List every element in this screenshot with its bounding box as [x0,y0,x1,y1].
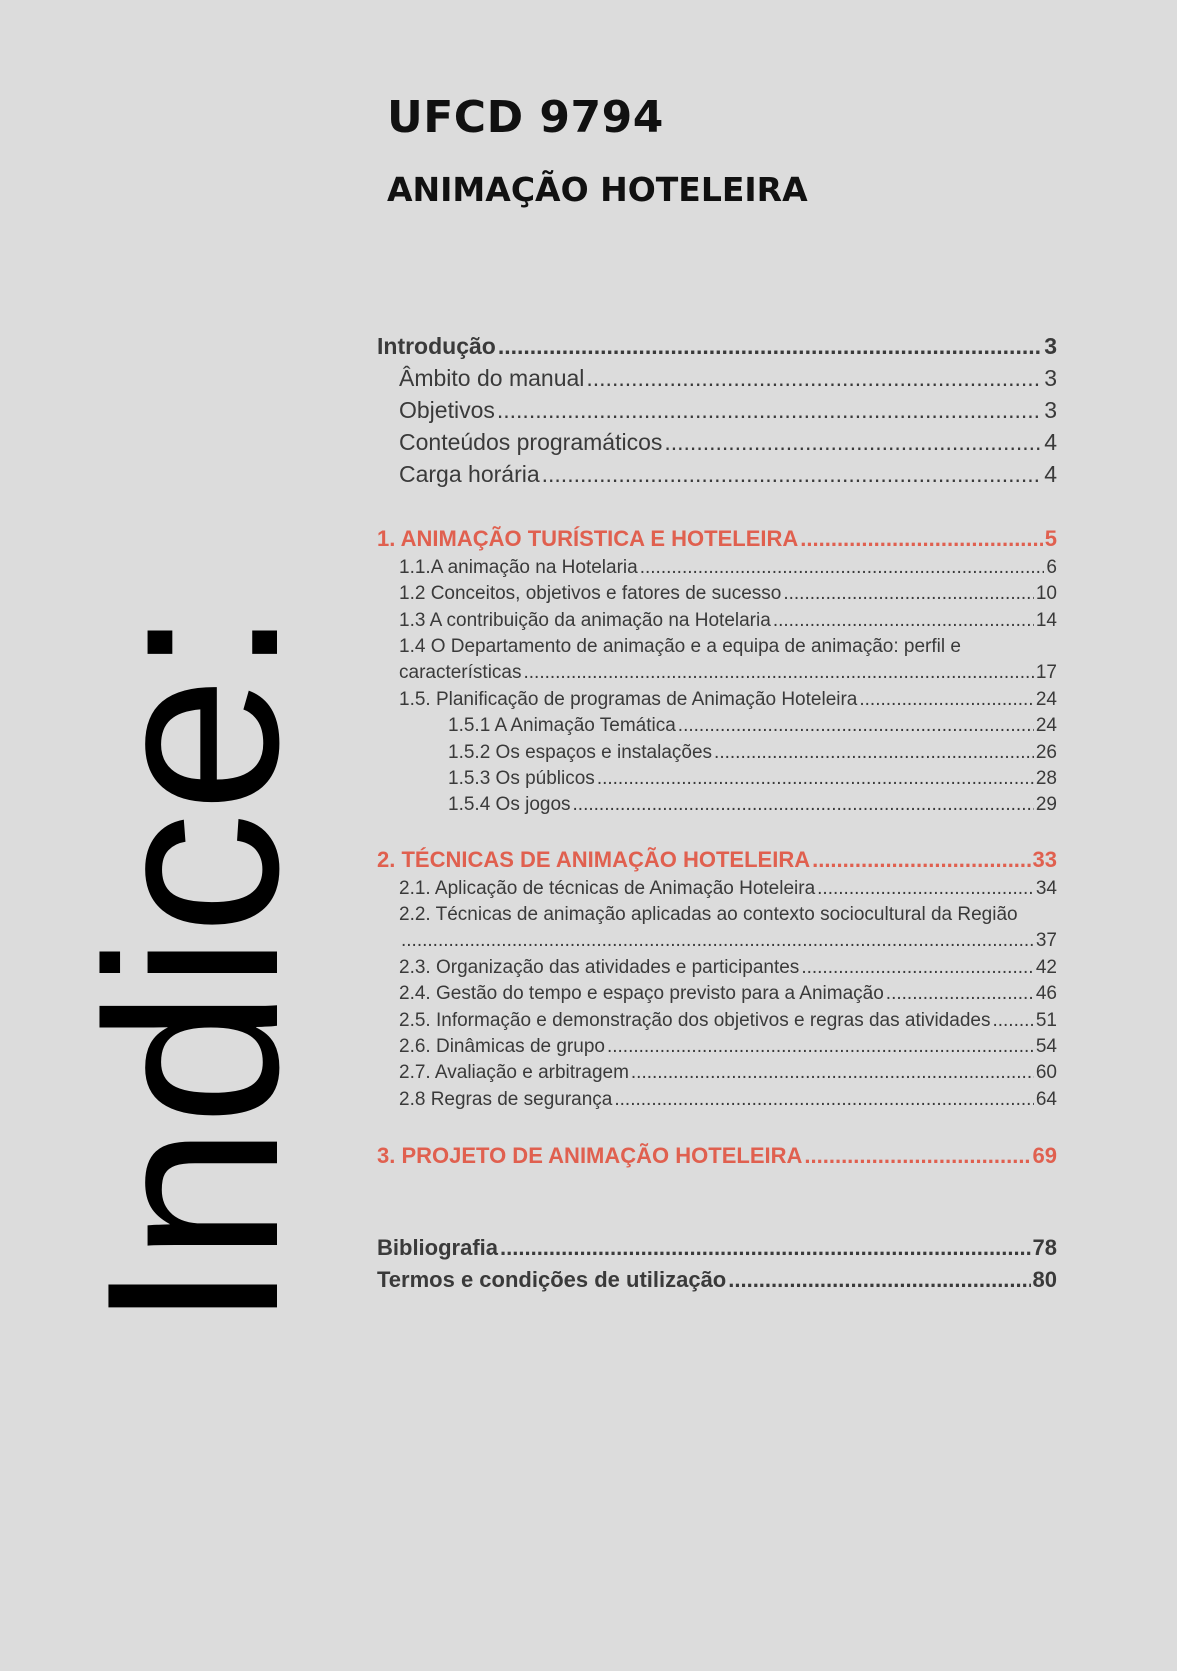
toc-entry-ambito[interactable] [399,365,1057,392]
dot-leader [859,689,1033,711]
dot-leader [678,715,1034,737]
toc-chapter-label: 3. PROJETO DE ANIMAÇÃO HOTELEIRA [377,1143,803,1168]
dot-leader [614,1089,1033,1111]
toc-entry-label: 2.1. Aplicação de técnicas de Animação Hoteleira [399,878,816,899]
dot-leader [497,397,1042,424]
dot-leader [586,365,1042,392]
toc-entry-2-4[interactable] [399,983,1057,1005]
document-title: ANIMAÇÃO HOTELEIRA [387,170,808,209]
toc-entry-1-2[interactable] [399,583,1057,605]
toc-chapter-1[interactable] [377,526,1057,552]
toc-page-number: 3 [1044,333,1057,359]
toc-entry-label: Bibliografia [377,1235,499,1260]
dot-leader [664,429,1042,456]
toc-entry-label: Introdução [377,333,496,359]
dot-leader [401,930,1034,952]
dot-leader [728,1267,1030,1293]
dot-leader [597,768,1034,790]
toc-entry-conteudos[interactable] [399,429,1057,456]
toc-entry-2-6[interactable] [399,1036,1057,1058]
toc-entry-label: 2.8 Regras de segurança [399,1089,613,1110]
dot-leader [801,957,1034,979]
toc-page-number: 51 [1035,1010,1057,1031]
toc-entry-2-5[interactable] [399,1010,1057,1032]
toc-entry-label: Conteúdos programáticos [399,429,663,455]
toc-entry-1-5[interactable] [399,689,1057,711]
toc-entry-label: 1.2 Conceitos, objetivos e fatores de sucesso [399,583,782,604]
toc-page-number: 69 [1032,1143,1057,1168]
toc-page-number: 33 [1032,847,1057,872]
toc-page-number: 60 [1035,1062,1057,1083]
toc-entry-2-8[interactable] [399,1089,1057,1111]
toc-entry-1-3[interactable] [399,610,1057,632]
toc-page-number: 3 [1044,365,1057,391]
side-label: Indice: [55,608,329,1330]
toc-page-number: 24 [1035,689,1057,710]
toc-entry-label: características [399,662,522,683]
dot-leader [498,333,1042,360]
dot-leader [542,461,1043,488]
toc-page-number: 4 [1044,461,1057,487]
toc-page-number: 6 [1046,557,1057,578]
dot-leader [773,610,1034,632]
dot-leader [817,878,1034,900]
toc-page-number: 29 [1035,794,1057,815]
toc-entry-2-2-line1[interactable]: 2.2. Técnicas de animação aplicadas ao contexto sociocultural da Região [399,904,1018,925]
toc-entry-label: Carga horária [399,461,540,487]
toc-page-number: 14 [1035,610,1057,631]
toc-entry-label: 1.5.4 Os jogos [448,794,571,815]
toc-page-number: 5 [1044,526,1057,551]
toc-entry-1-5-1[interactable] [448,715,1057,737]
toc-entry-label: 1.5.1 A Animação Temática [448,715,676,736]
dot-leader [640,557,1045,579]
toc-page-number: 3 [1044,397,1057,423]
toc-page-number: 46 [1035,983,1057,1004]
toc-entry-label: 1.1.A animação na Hotelaria [399,557,638,578]
toc-entry-label: Termos e condições de utilização [377,1267,727,1292]
toc-page-number: 28 [1035,768,1057,789]
toc-chapter-label: 1. ANIMAÇÃO TURÍSTICA E HOTELEIRA [377,526,799,551]
toc-page-number: 24 [1035,715,1057,736]
dot-leader [573,794,1034,816]
toc-entry-1-5-2[interactable] [448,742,1057,764]
toc-entry-2-1[interactable] [399,878,1057,900]
toc-entry-label: 2.7. Avaliação e arbitragem [399,1062,629,1083]
toc-entry-label: 1.5.3 Os públicos [448,768,595,789]
toc-entry-termos[interactable] [377,1267,1057,1293]
toc-page-number: 4 [1044,429,1057,455]
toc-entry-bibliografia[interactable] [377,1235,1057,1261]
toc-page-number: 34 [1035,878,1057,899]
dot-leader [812,847,1030,873]
toc-entry-1-5-3[interactable] [448,768,1057,790]
dot-leader [783,583,1034,605]
dot-leader [714,742,1034,764]
toc-entry-label: 2.5. Informação e demonstração dos objetivos e regras das atividades [399,1010,991,1031]
toc-entry-1-1[interactable] [399,557,1057,579]
toc-entry-2-3[interactable] [399,957,1057,979]
toc-entry-carga-horaria[interactable] [399,461,1057,488]
toc-chapter-label: 2. TÉCNICAS DE ANIMAÇÃO HOTELEIRA [377,847,811,872]
toc-page-number: 37 [1035,930,1057,951]
toc-entry-label: Objetivos [399,397,495,423]
toc-page-number: 80 [1032,1267,1057,1292]
toc-entry-label: 2.4. Gestão do tempo e espaço previsto para a Animação [399,983,884,1004]
dot-leader [804,1143,1030,1169]
toc-entry-label: 1.5.2 Os espaços e instalações [448,742,713,763]
toc-page-number: 10 [1035,583,1057,604]
toc-chapter-3[interactable] [377,1143,1057,1169]
toc-entry-objetivos[interactable] [399,397,1057,424]
toc-page-number: 78 [1032,1235,1057,1260]
toc-entry-introducao[interactable] [377,333,1057,360]
dot-leader [500,1235,1031,1261]
toc-entry-label: 2.3. Organização das atividades e participantes [399,957,800,978]
toc-entry-2-2[interactable] [399,930,1057,952]
document-code: UFCD 9794 [387,92,664,143]
toc-page-number: 64 [1035,1089,1057,1110]
dot-leader [631,1062,1034,1084]
toc-chapter-2[interactable] [377,847,1057,873]
toc-entry-label: 2.6. Dinâmicas de grupo [399,1036,605,1057]
dot-leader [992,1010,1033,1032]
toc-entry-2-7[interactable] [399,1062,1057,1084]
toc-entry-1-4-line1[interactable]: 1.4 O Departamento de animação e a equipa de animação: perfil e [399,636,961,657]
dot-leader [607,1036,1034,1058]
toc-entry-1-4[interactable] [399,662,1057,684]
toc-entry-label: Âmbito do manual [399,365,585,391]
toc-page-number: 42 [1035,957,1057,978]
toc-page-number: 54 [1035,1036,1057,1057]
toc-entry-label: 1.3 A contribuição da animação na Hotelaria [399,610,771,631]
toc-page-number: 17 [1035,662,1057,683]
dot-leader [800,526,1042,552]
dot-leader [886,983,1034,1005]
toc-entry-1-5-4[interactable] [448,794,1057,816]
toc-page-number: 26 [1035,742,1057,763]
dot-leader [523,662,1033,684]
toc-entry-label: 1.5. Planificação de programas de Animação Hoteleira [399,689,858,710]
